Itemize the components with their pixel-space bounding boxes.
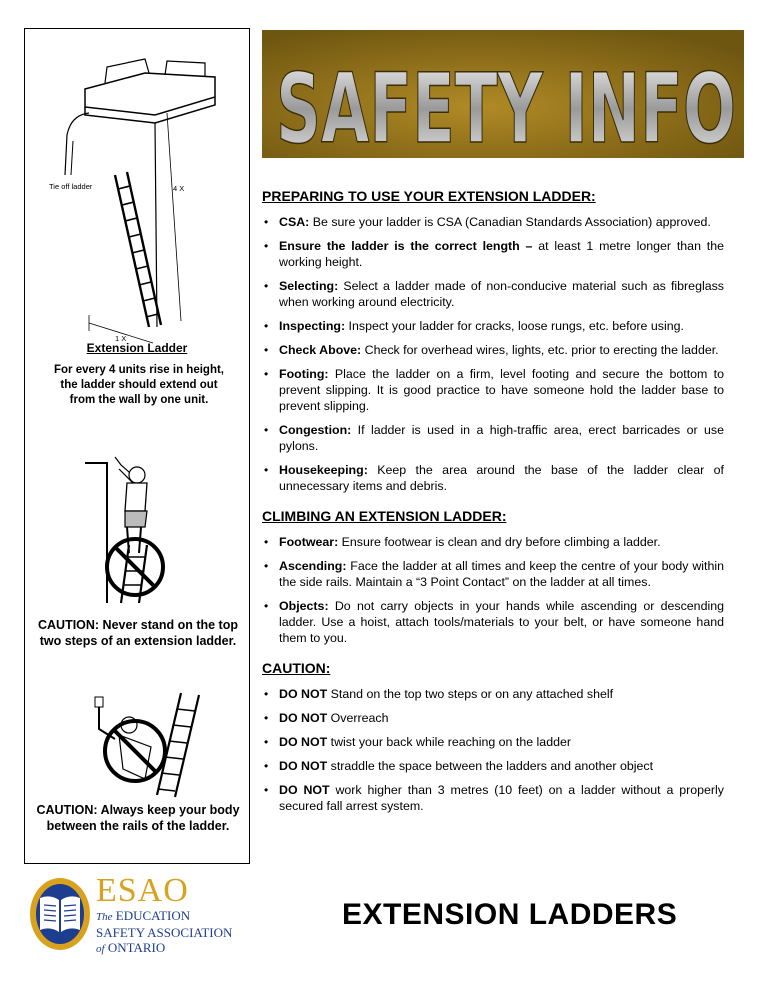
figure2-caption: CAUTION: Never stand on the top two steps of an extension ladder. <box>37 618 238 648</box>
figure3-caption: CAUTION: Always keep your body between the rails of the ladder. <box>36 803 240 833</box>
top-step-prohibited-illustration <box>81 453 191 603</box>
item-lead: Ensure the ladder is the correct length – <box>279 239 533 253</box>
caution-list <box>262 686 724 814</box>
item-text: twist your back while reaching on the ladder <box>327 735 572 749</box>
section-heading-climbing: CLIMBING AN EXTENSION LADDER: <box>262 508 507 524</box>
esao-book-logo-icon <box>28 876 92 952</box>
tie-off-label: Tie off ladder <box>49 182 93 191</box>
list-item <box>262 710 724 726</box>
list-item <box>262 366 724 414</box>
four-x-label: 4 X <box>173 184 185 193</box>
list-item <box>262 214 724 230</box>
list-item <box>262 534 724 550</box>
esao-acronym: ESAO <box>96 872 189 909</box>
document-title: EXTENSION LADDERS <box>342 898 678 931</box>
item-lead: Selecting: <box>279 279 339 293</box>
one-x-label: 1 X <box>115 334 127 343</box>
item-text: Stand on the top two steps or on any attached shelf <box>327 687 614 701</box>
item-text: Keep the area around the base of the ladder clear of unnecessary items and debris. <box>279 463 724 493</box>
item-text: at least 1 metre longer than the working height. <box>279 239 724 269</box>
item-lead: DO NOT <box>279 759 328 773</box>
banner-title: SAFETY INFO <box>276 53 736 158</box>
list-item <box>262 558 724 590</box>
list-item <box>262 734 724 750</box>
item-text: Check for overhead wires, lights, etc. prior to erecting the ladder. <box>361 343 719 357</box>
item-text: work higher than 3 metres (10 feet) on a ladder without a properly secured fall arrest system. <box>279 783 725 813</box>
item-lead: Objects: <box>279 599 329 613</box>
item-lead: Ascending: <box>279 559 347 573</box>
illustration-sidebar <box>24 28 250 864</box>
item-lead: Congestion: <box>279 423 352 437</box>
list-item <box>262 278 724 310</box>
figure1-title: Extension Ladder <box>86 341 188 355</box>
item-lead: Footing: <box>279 367 329 381</box>
list-item <box>262 758 724 774</box>
logo-line3: ONTARIO <box>107 940 166 955</box>
item-text: Be sure your ladder is CSA (Canadian Standards Association) approved. <box>309 215 711 229</box>
section-heading-caution: CAUTION: <box>262 660 331 676</box>
preparing-list <box>262 214 724 494</box>
main-content <box>262 188 724 814</box>
list-item <box>262 462 724 494</box>
item-lead: Inspecting: <box>279 319 346 333</box>
item-lead: DO NOT <box>279 783 330 797</box>
list-item <box>262 598 724 646</box>
item-text: Inspect your ladder for cracks, loose rungs, etc. before using. <box>345 319 684 333</box>
item-text: Place the ladder on a firm, level footing and secure the bottom to prevent slipping. It is good practice to have someone hold the ladder base to prevent slipping. <box>279 367 724 413</box>
extension-ladder-illustration <box>45 55 225 345</box>
section-heading-preparing: PREPARING TO USE YOUR EXTENSION LADDER: <box>262 188 596 204</box>
item-text: straddle the space between the ladders and another object <box>327 759 654 773</box>
logo-the: The <box>96 911 113 923</box>
list-item <box>262 342 724 358</box>
item-text: Face the ladder at all times and keep the centre of your body within the side rails. Maintain a “3 Point Contact” on the ladder at all times. <box>279 559 724 589</box>
logo-line1: EDUCATION <box>115 908 191 923</box>
list-item <box>262 318 724 334</box>
climbing-list <box>262 534 724 646</box>
list-item <box>262 686 724 702</box>
item-lead: Check Above: <box>279 343 362 357</box>
list-item <box>262 238 724 270</box>
item-lead: CSA: <box>279 215 310 229</box>
overreach-prohibited-illustration <box>85 689 205 799</box>
list-item <box>262 782 724 814</box>
item-text: Overreach <box>327 711 389 725</box>
item-lead: DO NOT <box>279 687 328 701</box>
item-lead: Footwear: <box>279 535 339 549</box>
list-item <box>262 422 724 454</box>
item-text: If ladder is used in a high-traffic area, erect barricades or use pylons. <box>279 423 724 453</box>
item-text: Select a ladder made of non-conducive material such as fibreglass when working around electricity. <box>279 279 724 309</box>
safety-info-banner <box>262 30 744 158</box>
item-lead: Housekeeping: <box>279 463 368 477</box>
item-lead: DO NOT <box>279 711 328 725</box>
logo-of: of <box>96 943 105 955</box>
esao-wordmark <box>96 874 232 957</box>
logo-line2: SAFETY ASSOCIATION <box>96 925 233 940</box>
item-text: Do not carry objects in your hands while ascending or descending ladder. Use a hoist, attach tools/materials to your belt, or have someone hand them to you. <box>279 599 724 645</box>
item-lead: DO NOT <box>279 735 328 749</box>
figure1-caption: For every 4 units rise in height, the ladder should extend out from the wall by one unit. <box>54 364 224 406</box>
item-text: Ensure footwear is clean and dry before climbing a ladder. <box>338 535 661 549</box>
